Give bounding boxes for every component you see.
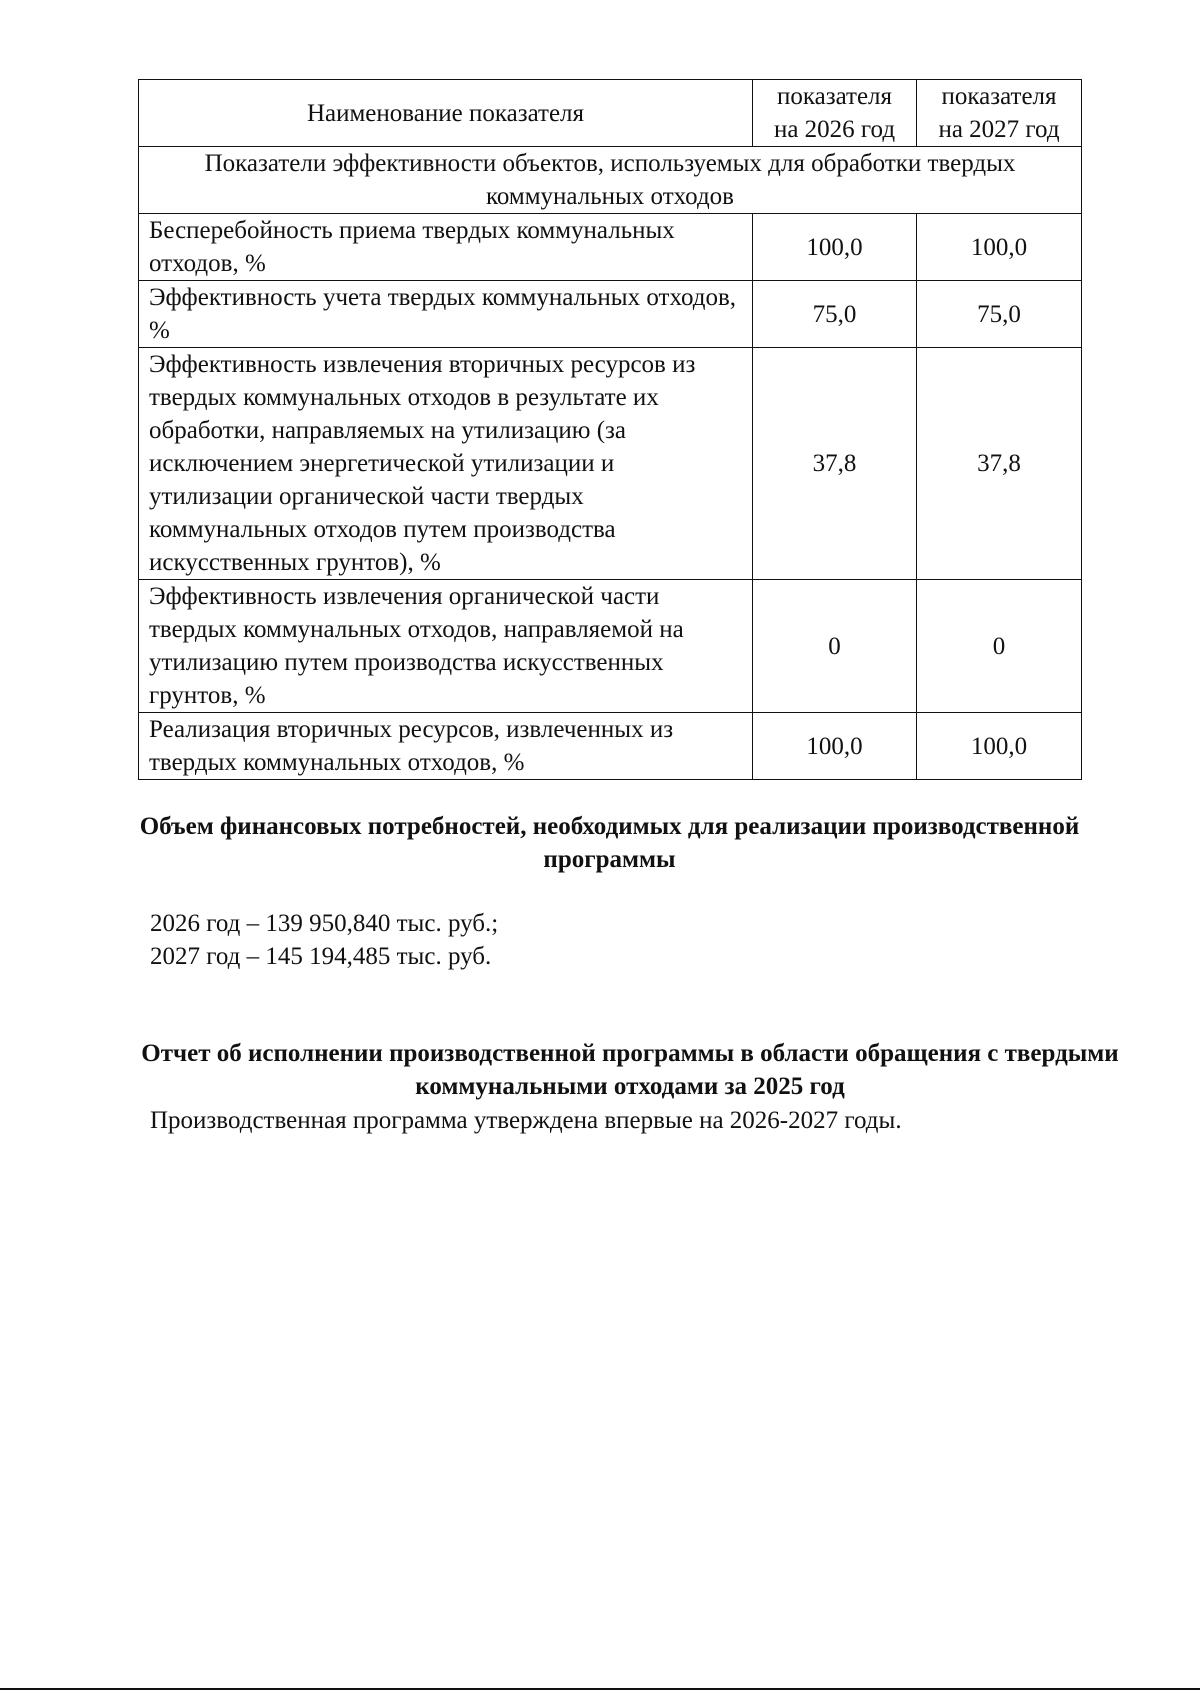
value-2027: 75,0 xyxy=(917,281,1082,348)
indicator-name: Эффективность извлечения вторичных ресурсов из твердых коммунальных отходов в результате их обработки, направляемых на утилизацию (за исключением энергетической утилизации и утилизации органической части твердых коммунальных отходов путем производства искусственных грунтов), % xyxy=(139,348,753,580)
section-title: Показатели эффективности объектов, используемых для обработки твердых коммунальных отходов xyxy=(139,147,1082,214)
value-2027: 100,0 xyxy=(917,713,1082,780)
value-2027: 100,0 xyxy=(917,214,1082,281)
table-row xyxy=(139,348,1082,580)
indicator-name: Реализация вторичных ресурсов, извлеченных из твердых коммунальных отходов, % xyxy=(139,713,753,780)
value-2026: 75,0 xyxy=(753,281,917,348)
value-2027: 37,8 xyxy=(917,348,1082,580)
indicators-table xyxy=(138,79,1082,780)
financial-line-2027: 2027 год – 145 194,485 тыс. руб. xyxy=(150,943,492,970)
table-row xyxy=(139,214,1082,281)
value-2027: 0 xyxy=(917,580,1082,713)
value-2026: 100,0 xyxy=(753,214,917,281)
value-2026: 37,8 xyxy=(753,348,917,580)
report-heading: Отчет об исполнении производственной программы в области обращения с твердыми коммунальными отходами за 2025 год xyxy=(141,1040,1119,1100)
header-indicator-name: Наименование показателя xyxy=(139,80,753,147)
table-row xyxy=(139,713,1082,780)
indicator-name: Бесперебойность приема твердых коммунальных отходов, % xyxy=(139,214,753,281)
table-row xyxy=(139,580,1082,713)
financial-heading: Объем финансовых потребностей, необходимых для реализации производственной программы xyxy=(139,813,1080,873)
financial-line-2026: 2026 год – 139 950,840 тыс. руб.; xyxy=(150,910,499,937)
indicator-name: Эффективность учета твердых коммунальных отходов, % xyxy=(139,281,753,348)
value-2026: 0 xyxy=(753,580,917,713)
header-year-2027: показателя на 2027 год xyxy=(917,80,1082,147)
table-section-row xyxy=(139,147,1082,214)
table-row xyxy=(139,281,1082,348)
indicator-name: Эффективность извлечения органической части твердых коммунальных отходов, направляемой на утилизацию путем производства искусственных грунтов, % xyxy=(139,580,753,713)
header-year-2026: показателя на 2026 год xyxy=(753,80,917,147)
footer-divider xyxy=(0,1688,1200,1690)
report-text: Производственная программа утверждена впервые на 2026-2027 годы. xyxy=(150,1107,902,1134)
value-2026: 100,0 xyxy=(753,713,917,780)
table-header-row xyxy=(139,80,1082,147)
financial-lines xyxy=(150,907,498,973)
